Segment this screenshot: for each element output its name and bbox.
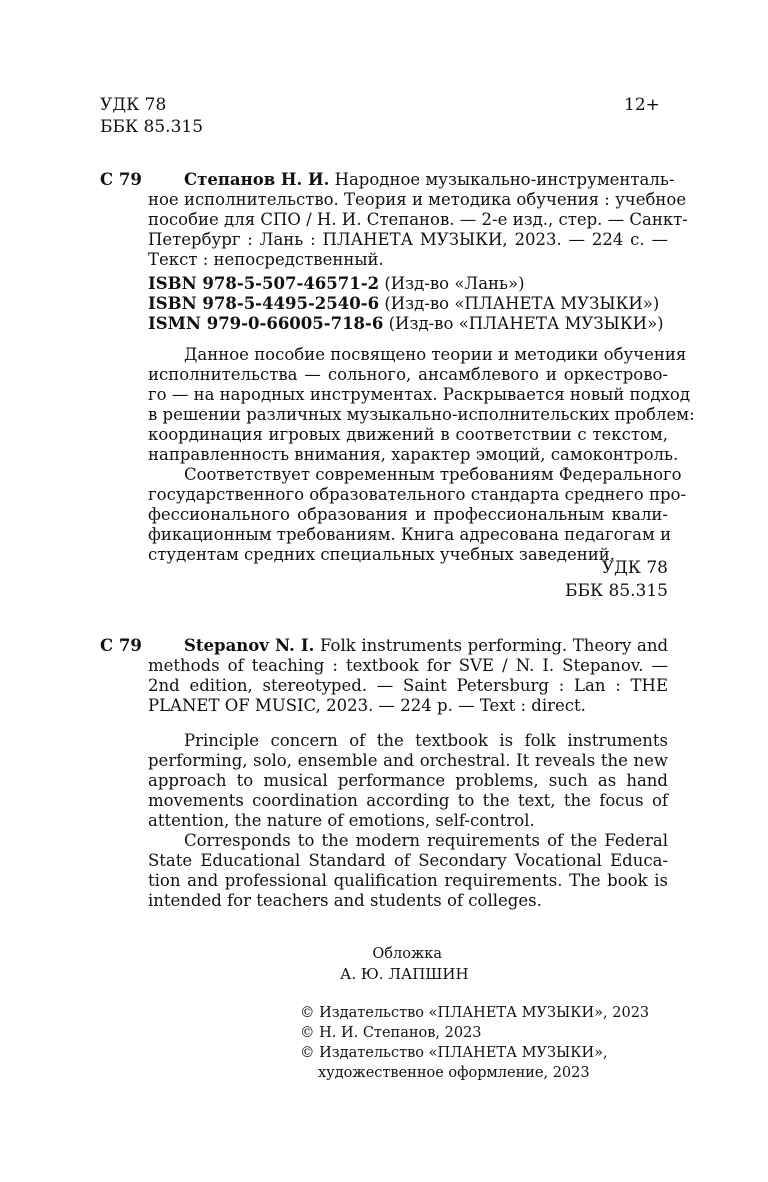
ru-abstract-line: фикационным требованиям. Книга адресована педагогам и: [148, 525, 672, 544]
isbn-line-2: [148, 294, 659, 314]
age-rating: 12+: [624, 95, 660, 115]
ru-abstract-line: Соответствует современным требованиям Федерального: [184, 465, 682, 484]
ismn-line: [148, 314, 664, 334]
en-record-line-3: 2nd edition, stereotyped. — Saint Petersburg : Lan : THE: [148, 676, 668, 695]
isbn-publisher: (Изд-во «Лань»): [384, 274, 525, 293]
isbn-code: ISBN 978-5-4495-2540-6: [148, 294, 380, 313]
ru-bbk: ББК 85.315: [564, 581, 668, 601]
en-abstract-line: intended for teachers and students of colleges.: [148, 891, 542, 910]
copyright-publisher: © Издательство «ПЛАНЕТА МУЗЫКИ», 2023: [300, 1005, 650, 1021]
ru-abstract-line: исполнительства — сольного, ансамблевого и оркестрово-: [148, 365, 668, 384]
en-abstract-line: tion and professional qualification requirements. The book is: [148, 871, 668, 890]
en-abstract-line: movements coordination according to the text, the focus of: [148, 791, 668, 810]
ru-record-code: С 79: [100, 170, 142, 189]
en-abstract-line: performing, solo, ensemble and orchestral. It reveals the new: [148, 751, 668, 770]
ru-abstract-line: координация игровых движений в соответствии с текстом,: [148, 425, 668, 444]
ru-record-line-1: [184, 170, 675, 190]
copyright-design: © Издательство «ПЛАНЕТА МУЗЫКИ»,: [300, 1045, 608, 1061]
ru-udk: УДК 78: [601, 558, 668, 578]
ru-record-title: Народное музыкально-инструменталь-: [334, 170, 675, 189]
copyright-author: © Н. И. Степанов, 2023: [300, 1025, 482, 1041]
en-record-code: С 79: [100, 636, 142, 655]
ismn-code: ISMN 979-0-66005-718-6: [148, 314, 384, 333]
ru-abstract-line: фессионального образования и профессиональным квали-: [148, 505, 668, 524]
en-abstract-line: approach to musical performance problems, such as hand: [148, 771, 668, 790]
en-record-author: Stepanov N. I.: [184, 636, 315, 655]
en-record-line-1: [184, 636, 668, 656]
ru-record-line-4: Петербург : Лань : ПЛАНЕТА МУЗЫКИ, 2023. — 224 с. —: [148, 230, 668, 249]
en-record-line-2: methods of teaching : textbook for SVE / N. I. Stepanov. —: [148, 656, 668, 675]
ru-abstract-line: в решении различных музыкально-исполнительских проблем:: [148, 405, 695, 424]
en-abstract-line: Corresponds to the modern requirements of the Federal: [184, 831, 668, 850]
ru-abstract-line: го — на народных инструментах. Раскрывается новый подход: [148, 385, 690, 404]
header-bbk: ББК 85.315: [100, 117, 204, 137]
ru-record-author: Степанов Н. И.: [184, 170, 330, 189]
ru-abstract-line: Данное пособие посвящено теории и методики обучения: [184, 345, 687, 364]
ru-record-line-3: пособие для СПО / Н. И. Степанов. — 2-е изд., стер. — Санкт-: [148, 210, 688, 229]
en-abstract-line: attention, the nature of emotions, self-control.: [148, 811, 535, 830]
ru-abstract-line: студентам средних специальных учебных заведений.: [148, 545, 615, 564]
copyright-design-detail: художественное оформление, 2023: [318, 1065, 590, 1081]
en-record-line-4: PLANET OF MUSIC, 2023. — 224 p. — Text : direct.: [148, 696, 586, 715]
ru-record-line-2: ное исполнительство. Теория и методика обучения : учебное: [148, 190, 687, 209]
en-abstract-line: Principle concern of the textbook is folk instruments: [184, 731, 668, 750]
en-record-title: Folk instruments performing. Theory and: [320, 636, 669, 655]
cover-artist: А. Ю. ЛАПШИН: [340, 965, 469, 983]
isbn-publisher: (Изд-во «ПЛАНЕТА МУЗЫКИ»): [384, 294, 660, 313]
ismn-publisher: (Изд-во «ПЛАНЕТА МУЗЫКИ»): [388, 314, 664, 333]
cover-label: Обложка: [372, 946, 442, 962]
ru-abstract-line: государственного образовательного стандарта среднего про-: [148, 485, 687, 504]
header-udk: УДК 78: [100, 95, 167, 115]
ru-record-line-5: Текст : непосредственный.: [148, 250, 384, 269]
en-abstract-line: State Educational Standard of Secondary Vocational Educa-: [148, 851, 668, 870]
isbn-line-1: [148, 274, 525, 294]
ru-abstract-line: направленность внимания, характер эмоций, самоконтроль.: [148, 445, 679, 464]
isbn-code: ISBN 978-5-507-46571-2: [148, 274, 380, 293]
